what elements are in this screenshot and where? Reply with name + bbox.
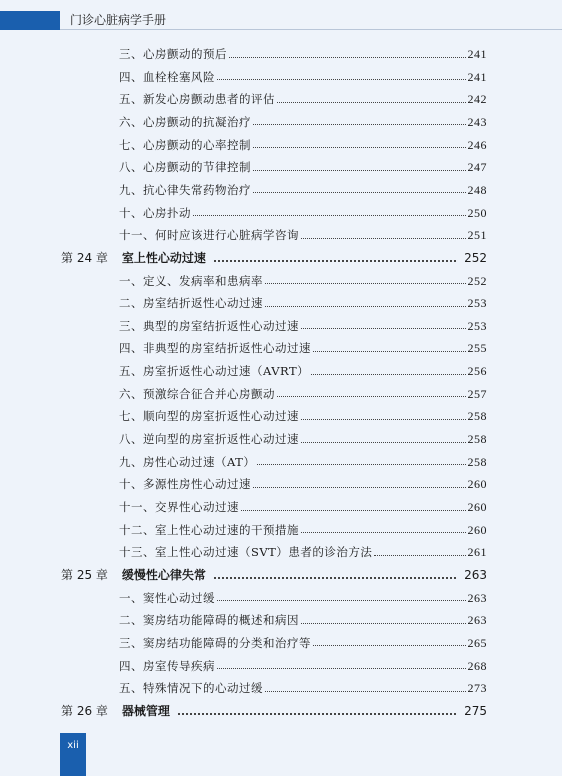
dot-leader	[193, 215, 466, 216]
entry-page-number: 263	[467, 613, 487, 628]
entry-page-number: 243	[467, 114, 487, 129]
toc-chapter-entry[interactable]	[61, 247, 487, 269]
section-title: 十、多源性房性心动过速	[119, 477, 251, 492]
section-title: 一、窦性心动过缓	[119, 590, 215, 605]
dot-leader	[313, 351, 466, 352]
entry-page-number: 258	[467, 454, 487, 469]
entry-page-number: 255	[467, 341, 487, 356]
toc-section-entry[interactable]	[119, 496, 487, 518]
toc-section-entry[interactable]	[119, 315, 487, 337]
dot-leader	[214, 577, 456, 579]
dot-leader	[253, 170, 466, 171]
entry-page-number: 273	[467, 681, 487, 696]
section-title: 四、血栓栓塞风险	[119, 69, 215, 84]
dot-leader	[277, 396, 466, 397]
dot-leader	[301, 328, 466, 329]
toc-section-entry[interactable]	[119, 519, 487, 541]
entry-page-number: 258	[467, 432, 487, 447]
toc-section-entry[interactable]	[119, 337, 487, 359]
page-number: xii	[67, 740, 79, 751]
dot-leader	[265, 306, 466, 307]
entry-page-number: 241	[467, 69, 487, 84]
toc-section-entry[interactable]	[119, 655, 487, 677]
section-title: 十二、室上性心动过速的干预措施	[119, 522, 299, 537]
section-title: 八、心房颤动的节律控制	[119, 160, 251, 175]
dot-leader	[311, 374, 465, 375]
dot-leader	[301, 532, 466, 533]
chapter-title: 器械管理	[121, 703, 170, 718]
dot-leader	[253, 124, 466, 125]
section-title: 十一、何时应该进行心脏病学咨询	[119, 228, 299, 243]
dot-leader	[265, 283, 466, 284]
toc-section-entry[interactable]	[119, 609, 487, 631]
section-title: 二、窦房结功能障碍的概述和病因	[119, 613, 299, 628]
chapter-number: 第 24 章	[61, 250, 108, 265]
section-title: 六、预激综合征合并心房颤动	[119, 386, 275, 401]
entry-page-number: 268	[467, 658, 487, 673]
dot-leader	[229, 57, 466, 58]
section-title: 十一、交界性心动过速	[119, 500, 239, 514]
dot-leader	[217, 79, 466, 80]
chapter-number: 第 25 章	[61, 567, 108, 582]
entry-page-number: 261	[467, 545, 487, 560]
entry-page-number: 256	[467, 364, 487, 379]
section-title: 二、房室结折返性心动过速	[119, 296, 263, 311]
entry-page-number: 252	[467, 273, 487, 288]
dot-leader	[217, 600, 466, 601]
chapter-number: 第 26 章	[61, 703, 108, 718]
entry-page-number: 263	[467, 590, 487, 605]
entry-page-number: 257	[467, 386, 487, 401]
entry-page-number: 246	[467, 137, 487, 152]
dot-leader	[374, 555, 465, 556]
section-title: 三、心房颤动的预后	[119, 47, 227, 61]
toc-section-entry[interactable]	[119, 43, 487, 65]
section-title: 四、非典型的房室结折返性心动过速	[119, 341, 311, 356]
toc-section-entry[interactable]	[119, 541, 487, 563]
toc-section-entry[interactable]	[119, 224, 487, 246]
entry-page-number: 260	[467, 500, 487, 514]
section-title: 四、房室传导疾病	[119, 658, 215, 673]
entry-page-number: 242	[467, 92, 487, 107]
dot-leader	[214, 260, 456, 262]
toc-section-entry[interactable]	[119, 270, 487, 292]
chapter-title: 室上性心动过速	[121, 250, 206, 265]
toc-section-entry[interactable]	[119, 179, 487, 201]
dot-leader	[257, 464, 465, 465]
section-title: 八、逆向型的房室折返性心动过速	[119, 432, 299, 447]
dot-leader	[253, 147, 466, 148]
toc-section-entry[interactable]	[119, 134, 487, 156]
dot-leader	[301, 419, 466, 420]
dot-leader	[265, 691, 466, 692]
entry-page-number: 260	[467, 477, 487, 492]
entry-page-number: 275	[464, 703, 487, 718]
toc-section-entry[interactable]	[119, 451, 487, 473]
entry-page-number: 241	[467, 47, 487, 61]
toc-section-entry[interactable]	[119, 428, 487, 450]
section-title: 五、新发心房颤动患者的评估	[119, 92, 275, 107]
entry-page-number: 250	[467, 205, 487, 220]
entry-page-number: 263	[464, 567, 487, 582]
toc-section-entry[interactable]	[119, 677, 487, 699]
header-divider	[60, 29, 562, 30]
dot-leader	[277, 102, 466, 103]
section-title: 三、窦房结功能障碍的分类和治疗等	[119, 635, 311, 650]
toc-section-entry[interactable]	[119, 111, 487, 133]
toc-section-entry[interactable]	[119, 292, 487, 314]
toc-section-entry[interactable]	[119, 383, 487, 405]
section-title: 七、心房颤动的心率控制	[119, 137, 251, 152]
section-title: 五、特殊情况下的心动过缓	[119, 681, 263, 696]
dot-leader	[241, 510, 466, 511]
section-title: 五、房室折返性心动过速（AVRT）	[119, 364, 310, 379]
dot-leader	[301, 238, 466, 239]
dot-leader	[301, 623, 466, 624]
toc-section-entry[interactable]	[119, 360, 487, 382]
dot-leader	[301, 442, 466, 443]
entry-page-number: 248	[467, 182, 487, 197]
section-title: 三、典型的房室结折返性心动过速	[119, 318, 299, 333]
entry-page-number: 260	[467, 522, 487, 537]
dot-leader	[253, 487, 466, 488]
book-title: 门诊心脏病学手册	[70, 13, 167, 27]
toc-section-entry[interactable]	[119, 587, 487, 609]
dot-leader	[178, 713, 456, 715]
section-title: 九、抗心律失常药物治疗	[119, 182, 251, 197]
toc-section-entry[interactable]	[119, 88, 487, 110]
entry-page-number: 247	[467, 160, 487, 175]
section-title: 十、心房扑动	[119, 205, 191, 220]
dot-leader	[253, 192, 466, 193]
toc-section-entry[interactable]	[119, 66, 487, 88]
entry-page-number: 258	[467, 409, 487, 424]
dot-leader	[313, 645, 466, 646]
entry-page-number: 252	[464, 250, 487, 265]
header-accent-bar	[0, 11, 60, 30]
section-title: 十三、室上性心动过速（SVT）患者的诊治方法	[119, 545, 373, 560]
section-title: 九、房性心动过速（AT）	[119, 454, 256, 469]
toc-section-entry[interactable]	[119, 405, 487, 427]
chapter-title: 缓慢性心律失常	[121, 567, 206, 582]
toc-section-entry[interactable]	[119, 473, 487, 495]
toc-section-entry[interactable]	[119, 632, 487, 654]
section-title: 六、心房颤动的抗凝治疗	[119, 114, 251, 129]
toc-chapter-entry[interactable]	[61, 564, 487, 586]
dot-leader	[217, 668, 466, 669]
entry-page-number: 253	[467, 318, 487, 333]
toc-section-entry[interactable]	[119, 156, 487, 178]
entry-page-number: 265	[467, 635, 487, 650]
toc-section-entry[interactable]	[119, 202, 487, 224]
section-title: 一、定义、发病率和患病率	[119, 273, 263, 288]
section-title: 七、顺向型的房室折返性心动过速	[119, 409, 299, 424]
entry-page-number: 253	[467, 296, 487, 311]
toc-chapter-entry[interactable]	[61, 700, 487, 722]
entry-page-number: 251	[467, 228, 487, 243]
